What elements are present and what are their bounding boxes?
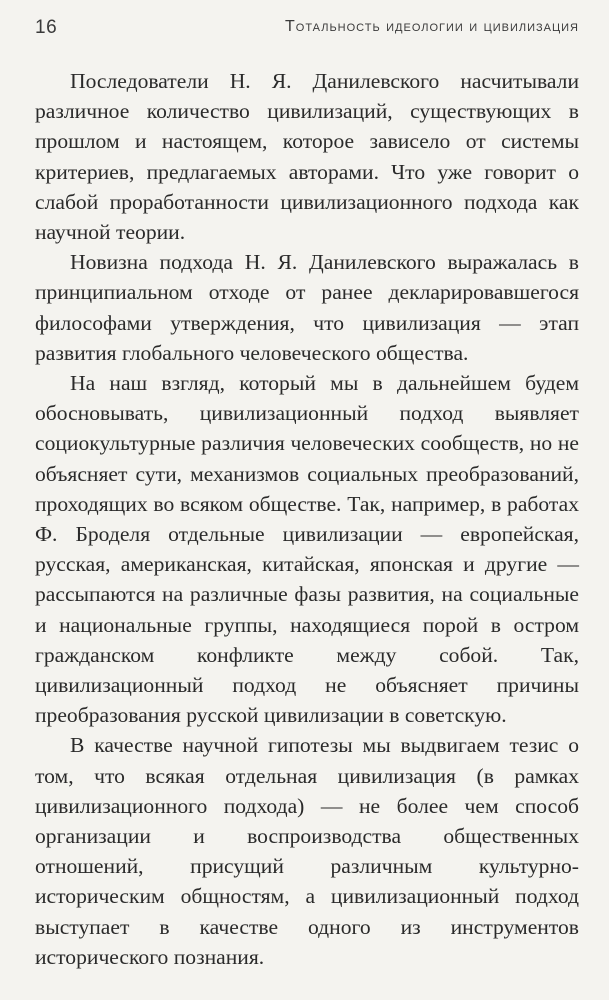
paragraph-4: В качестве научной гипотезы мы выдвигаем тезис о том, что всякая отдельная цивилизация (в рамках цивилизационного подхода) — не более чем способ организации и воспроизводства общественных отношений, присущий различным культурно-историческим общностям, а цивилизационный подход выступает в качестве одного из инструментов исторического познания. <box>35 733 579 969</box>
paragraph-3: На наш взгляд, который мы в дальнейшем будем обосновывать, цивилизационный подход выявляет социокультурные различия человеческих сообществ, но не объясняет сути, механизмов социальных преобразований, проходящих во всяком обществе. Так, например, в работах Ф. Броделя отдельные цивилизации — европейская, русская, американская, китайская, японская и другие — рассыпаются на различные фазы развития, на социальные и национальные группы, находящиеся порой в остром гражданском конфликте между собой. Так, цивилизационный подход не объясняет причины преобразования русской цивилизации в советскую. <box>35 371 579 728</box>
paragraph-1: Последователи Н. Я. Данилевского насчитывали различное количество цивилизаций, существующих в прошлом и настоящем, которое зависело от системы критериев, предлагаемых авторами. Что уже говорит о слабой проработанности цивилизационного подхода как научной теории. <box>35 69 579 245</box>
page-number: 16 <box>35 17 58 38</box>
body-text <box>35 66 579 972</box>
paragraph-2: Новизна подхода Н. Я. Данилевского выражалась в принципиальном отходе от ранее декларировавшегося философами утверждения, что цивилизация — этап развития глобального человеческого общества. <box>35 250 579 365</box>
running-header <box>35 17 579 41</box>
running-title: Тотальность идеологии и цивилизация <box>284 18 579 35</box>
